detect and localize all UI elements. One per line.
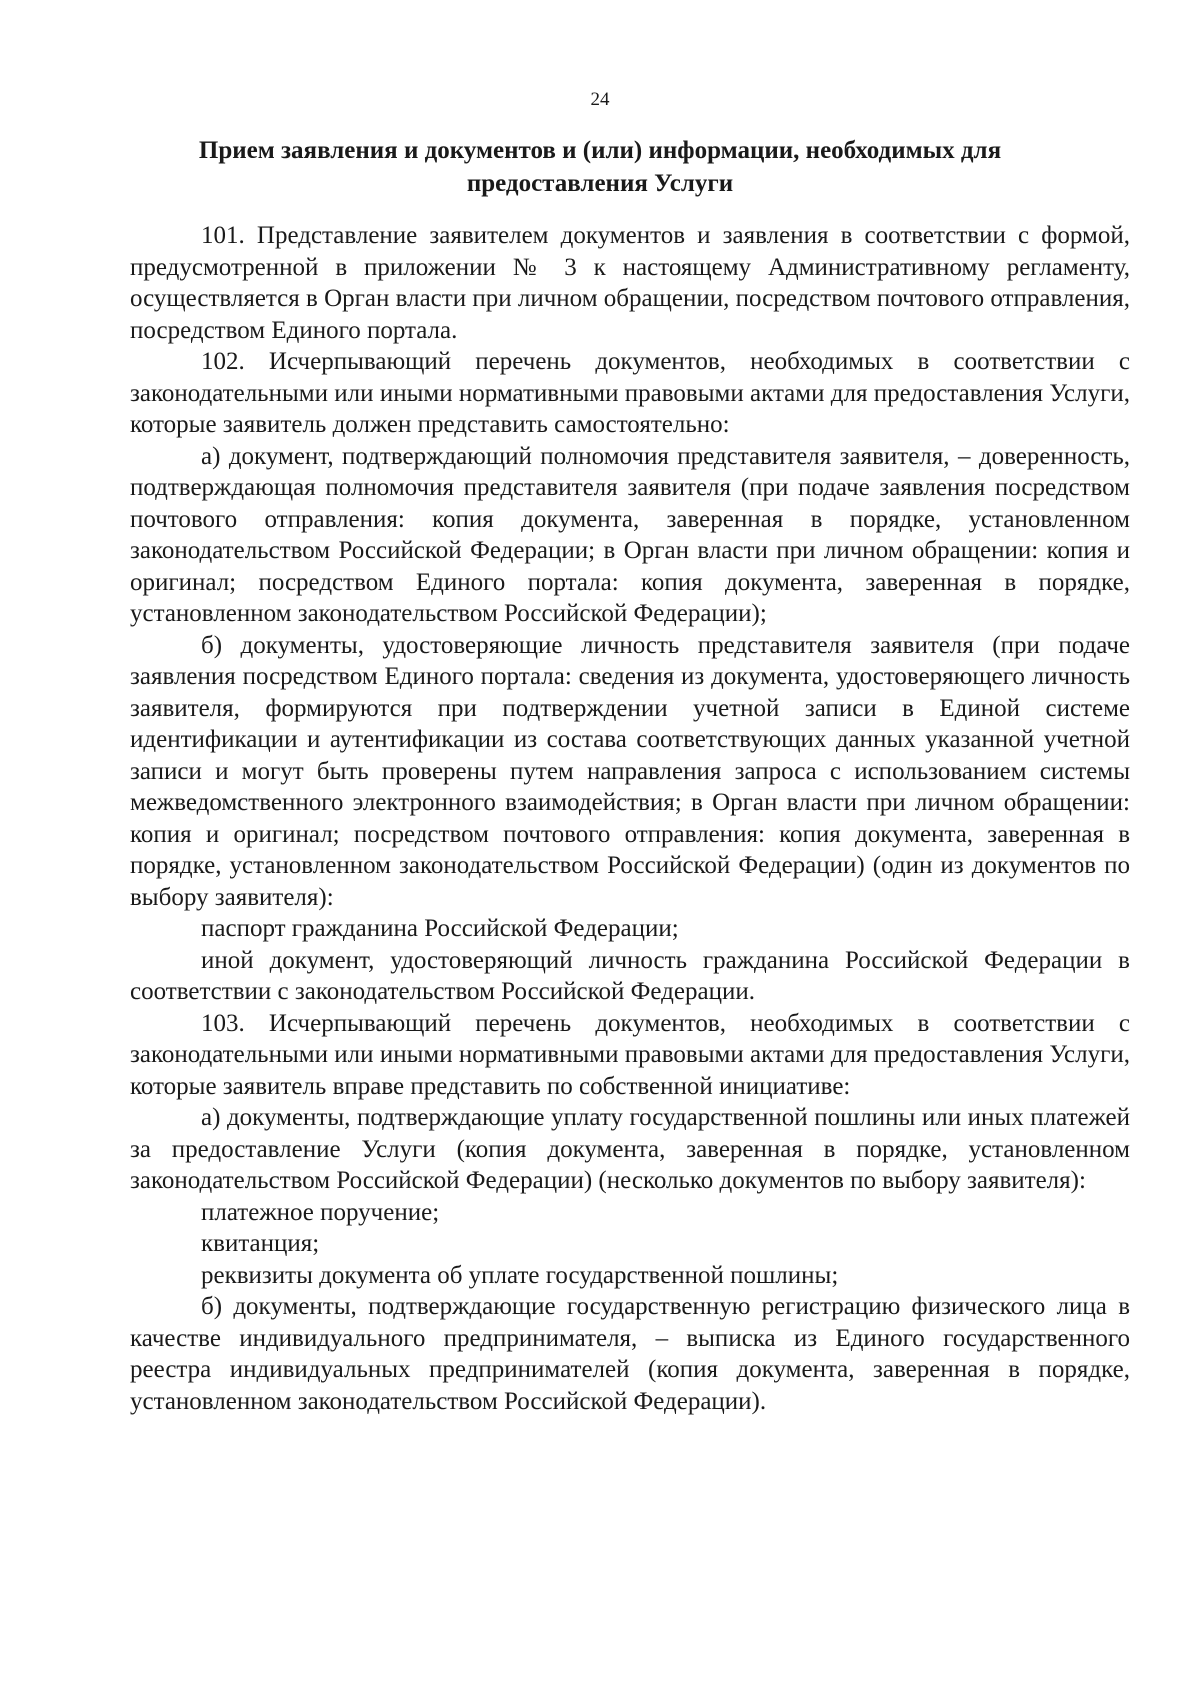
paragraph-102-a: а) документ, подтверждающий полномочия представителя заявителя, – доверенность, подтверждающая полномочия представителя заявителя (при подаче заявления посредством почтового отправления: копия документа, заверенная в порядке, установленном законодательством Российской Федерации; в Орган власти при личном обращении: копия и оригинал; посредством Единого портала: копия документа, заверенная в порядке, установленном законодательством Российской Федерации); bbox=[130, 442, 1130, 627]
paragraph-103-b: б) документы, подтверждающие государственную регистрацию физического лица в качестве индивидуального предпринимателя, – выписка из Единого государственного реестра индивидуальных предпринимателей (копия документа, заверенная в порядке, установленном законодательством Российской Федерации). bbox=[130, 1293, 1130, 1415]
paragraph-102: 102. Исчерпывающий перечень документов, необходимых в соответствии с законодательными или иными нормативными правовыми актами для предоставления Услуги, которые заявитель должен представить самостоятельно: bbox=[130, 348, 1130, 438]
list-item: платежное поручение; bbox=[201, 1198, 440, 1226]
paragraph-103: 103. Исчерпывающий перечень документов, необходимых в соответствии с законодательными или иными нормативными правовыми актами для предоставления Услуги, которые заявитель вправе представить по собственной инициативе: bbox=[130, 1009, 1130, 1100]
paragraph-103-a: а) документы, подтверждающие уплату государственной пошлины или иных платежей за предоставление Услуги (копия документа, заверенная в порядке, установленном законодательством Российской Федерации) (несколько документов по выбору заявителя): bbox=[130, 1104, 1130, 1194]
section-title-line: предоставления Услуги bbox=[466, 170, 734, 197]
list-item: паспорт гражданина Российской Федерации; bbox=[201, 915, 679, 942]
paragraph-102-b: б) документы, удостоверяющие личность представителя заявителя (при подаче заявления посредством Единого портала: сведения из документа, удостоверяющего личность заявителя, формируются при подтверждении учетной записи в Единой системе идентификации и аутентификации из состава соответствующих данных указанной учетной записи и могут быть проверены путем направления запроса с использованием системы межведомственного электронного взаимодействия; в Орган власти при личном обращении: копия и оригинал; посредством почтового отправления: копия документа, заверенная в порядке, установленном законодательством Российской Федерации) (один из документов по выбору заявителя): bbox=[130, 631, 1130, 911]
body-text bbox=[130, 220, 1130, 1417]
section-title-line: Прием заявления и документов и (или) информации, необходимых для bbox=[198, 137, 1002, 164]
page-number: 24 bbox=[590, 89, 610, 110]
list-item: иной документ, удостоверяющий личность гражданина Российской Федерации в соответствии с законодательством Российской Федерации. bbox=[130, 946, 1130, 1005]
list-item: реквизиты документа об уплате государственной пошлины; bbox=[201, 1261, 839, 1289]
section-title bbox=[130, 134, 1070, 200]
paragraph-101: 101. Представление заявителем документов и заявления в соответствии с формой, предусмотренной в приложении № 3 к настоящему Административному регламенту, осуществляется в Орган власти при личном обращении, посредством почтового отправления, посредством Единого портала. bbox=[130, 222, 1130, 344]
list-item: квитанция; bbox=[201, 1230, 320, 1257]
